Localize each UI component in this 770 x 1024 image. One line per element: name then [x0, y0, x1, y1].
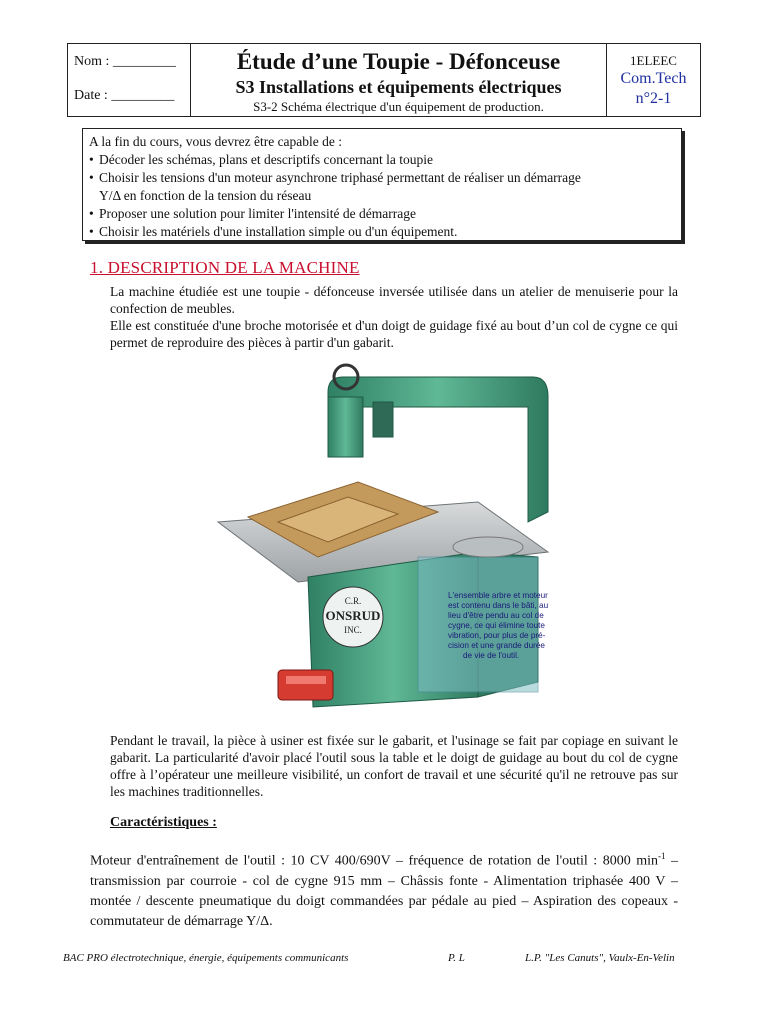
footer-center: P. L [448, 952, 465, 964]
description-paragraph-3: Pendant le travail, la pièce à usiner est fixée sur le gabarit, et l'usinage se fait par copiage en suivant le gabarit. La particularité d'avoir placé l'outil sous la table et le doigt de guidage au bout du col de cygne offre à l’opérateur une meilleure visibilité, un confort de travail et une sécurité qu'il ne retrouve pas sur les machines traditionnelles. [110, 733, 678, 799]
objective-item: • Décoder les schémas, plans et descriptifs concernant la toupie [89, 152, 433, 167]
svg-text:de vie de l'outil.: de vie de l'outil. [463, 651, 520, 660]
header-table [67, 43, 701, 117]
illustration-caption [448, 591, 549, 660]
course-cell [607, 44, 700, 116]
objective-item: • Choisir les matériels d'une installation simple ou d'un équipement. [89, 224, 458, 239]
brand-line-1: C.R. [344, 596, 362, 606]
footer-left: BAC PRO électrotechnique, énergie, équipements communicants [63, 952, 349, 964]
name-field: Nom : _________ [74, 54, 176, 69]
bullet-icon: • [89, 224, 94, 239]
objectives-intro: A la fin du cours, vous devrez être capable de : [89, 134, 343, 149]
brand-line-2: ONSRUD [325, 608, 381, 623]
objective-item: • Choisir les tensions d'un moteur asynchrone triphasé permettant de réaliser un démarrage [89, 170, 581, 185]
machine-illustration [178, 352, 578, 717]
course-number: n°2-1 [635, 90, 672, 107]
course-name: Com.Tech [620, 70, 687, 87]
bullet-icon: • [89, 170, 94, 185]
objective-item: • Proposer une solution pour limiter l'intensité de démarrage [89, 206, 416, 221]
student-info-cell [68, 44, 191, 116]
title-cell [191, 44, 607, 116]
bullet-icon: • [89, 152, 94, 167]
objective-item-continuation: Y/Δ en fonction de la tension du réseau [99, 188, 312, 203]
objectives-box [82, 128, 682, 241]
section-heading: 1. DESCRIPTION DE LA MACHINE [90, 258, 360, 277]
class-code: 1ELEEC [630, 53, 677, 68]
page-subtitle: S3 Installations et équipements électriques [235, 77, 562, 97]
date-field: Date : _________ [74, 88, 175, 103]
page-subsubtitle: S3-2 Schéma électrique d'un équipement de production. [253, 99, 544, 114]
footer-right: L.P. "Les Canuts", Vaulx-En-Velin [525, 952, 675, 964]
svg-text:vibration, pour plus de pré-: vibration, pour plus de pré- [448, 631, 546, 640]
characteristics-text: Moteur d'entraînement de l'outil : 10 CV 400/690V – fréquence de rotation de l'outil : 8000 $\min^{-1}$ – transmission par courroie - col de cygne 915 mm – Châssis fonte - Alimentation triphasée 400 V – montée / descente pneumatique du doigt commandées par pédale au pied – Aspiration des copeaux - commutateur de démarrage Y/Δ. [90, 851, 679, 929]
bullet-icon: • [89, 206, 94, 221]
page-title: Étude d’une Toupie - Défonceuse [236, 49, 561, 74]
description-paragraph-1: La machine étudiée est une toupie - défonceuse inversée utilisée dans un atelier de menuiserie pour la confection de meubles. [110, 284, 678, 316]
svg-text:est contenu dans le bâti, au: est contenu dans le bâti, au [448, 601, 549, 610]
svg-text:cision et une grande durée: cision et une grande durée [448, 641, 545, 650]
brand-line-3: INC. [344, 625, 362, 635]
svg-text:lieu d'être pendu au col de: lieu d'être pendu au col de [448, 611, 544, 620]
description-paragraph-2: Elle est constituée d'une broche motorisée et d'un doigt de guidage fixé au bout d’un col de cygne ce qui permet de reproduire des pièces à partir d'un gabarit. [110, 318, 678, 350]
svg-text:L'ensemble arbre et moteur: L'ensemble arbre et moteur [448, 591, 548, 600]
svg-text:cygne, ce qui élimine toute: cygne, ce qui élimine toute [448, 621, 545, 630]
characteristics-title: Caractéristiques : [110, 815, 217, 830]
